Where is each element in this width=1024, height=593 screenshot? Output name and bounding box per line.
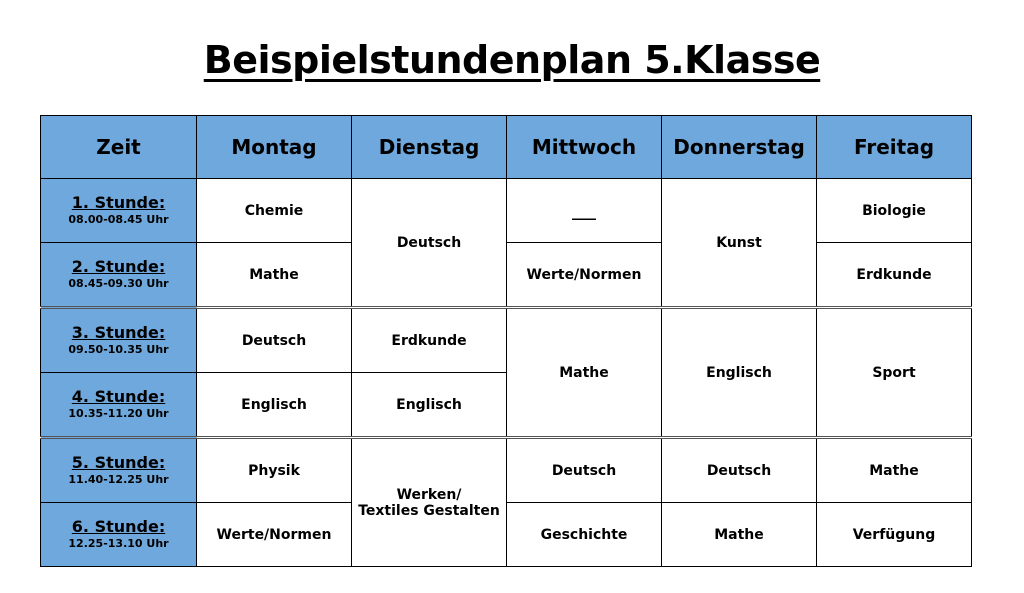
cell-mon-2: Mathe: [197, 243, 352, 308]
cell-tue-4: Englisch: [352, 373, 507, 438]
cell-wed-3-4: Mathe: [507, 308, 662, 438]
cell-thu-5: Deutsch: [662, 438, 817, 503]
cell-tue-3: Erdkunde: [352, 308, 507, 373]
header-row: [41, 116, 972, 179]
period-label: 3. Stunde:: [71, 323, 166, 343]
period-cell-5: [41, 438, 197, 503]
period-time: 10.35-11.20 Uhr: [68, 406, 169, 420]
period-label: 2. Stunde:: [71, 257, 166, 277]
header-monday: Montag: [197, 116, 352, 179]
cell-fri-5: Mathe: [817, 438, 972, 503]
period-cell-3: [41, 308, 197, 373]
cell-tue-5-6-line1: Werken/: [396, 486, 462, 503]
cell-wed-1: [507, 179, 662, 243]
period-label: 6. Stunde:: [71, 517, 166, 537]
cell-mon-4: Englisch: [197, 373, 352, 438]
period-cell-6: [41, 503, 197, 567]
cell-mon-1: Chemie: [197, 179, 352, 243]
period-label: 1. Stunde:: [71, 193, 166, 213]
cell-wed-2: Werte/Normen: [507, 243, 662, 308]
page-title: Beispielstundenplan 5.Klasse: [203, 38, 821, 82]
cell-fri-3-4: Sport: [817, 308, 972, 438]
period-cell-4: [41, 373, 197, 438]
period-time: 08.45-09.30 Uhr: [68, 276, 169, 290]
period-cell-2: [41, 243, 197, 308]
cell-wed-6: Geschichte: [507, 503, 662, 567]
cell-fri-6: Verfügung: [817, 503, 972, 567]
period-row-5: [41, 438, 972, 503]
cell-mon-5: Physik: [197, 438, 352, 503]
cell-mon-6: Werte/Normen: [197, 503, 352, 567]
cell-mon-3: Deutsch: [197, 308, 352, 373]
period-time: 08.00-08.45 Uhr: [68, 212, 169, 226]
cell-thu-6: Mathe: [662, 503, 817, 567]
cell-tue-1-2: Deutsch: [352, 179, 507, 308]
header-friday: Freitag: [817, 116, 972, 179]
cell-fri-2: Erdkunde: [817, 243, 972, 308]
period-row-1: [41, 179, 972, 243]
cell-tue-5-6-line2: Textiles Gestalten: [358, 502, 500, 519]
period-row-6: [41, 503, 972, 567]
header-time: Zeit: [41, 116, 197, 179]
period-time: 12.25-13.10 Uhr: [68, 536, 169, 550]
period-row-2: [41, 243, 972, 308]
cell-thu-1-2: Kunst: [662, 179, 817, 308]
period-time: 11.40-12.25 Uhr: [68, 472, 169, 486]
period-cell-1: [41, 179, 197, 243]
timetable: [40, 115, 972, 567]
cell-tue-5-6: [352, 438, 507, 567]
period-row-3: [41, 308, 972, 373]
header-wednesday: Mittwoch: [507, 116, 662, 179]
empty-slot-dash: ___: [572, 201, 596, 220]
cell-fri-1: Biologie: [817, 179, 972, 243]
cell-wed-5: Deutsch: [507, 438, 662, 503]
cell-thu-3-4: Englisch: [662, 308, 817, 438]
period-time: 09.50-10.35 Uhr: [68, 342, 169, 356]
header-thursday: Donnerstag: [662, 116, 817, 179]
period-label: 4. Stunde:: [71, 387, 166, 407]
period-label: 5. Stunde:: [71, 453, 166, 473]
header-tuesday: Dienstag: [352, 116, 507, 179]
